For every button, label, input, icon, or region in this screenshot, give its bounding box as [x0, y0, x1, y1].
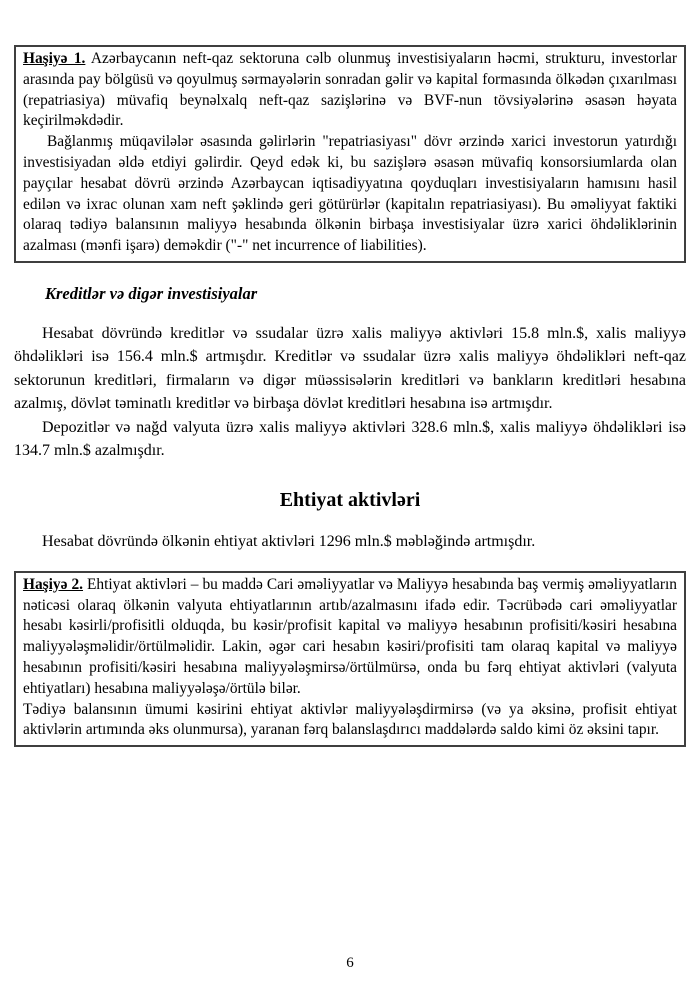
note-box-1-paragraph-2: Bağlanmış müqavilələr əsasında gəlirlərin "repatriasiyası" dövr ərzində xarici investorun yatırdığı investisiyadan əldə etdiyi gəlirdir. Qeyd edək ki, bu sazişlərə əsasən müvafiq konsorsiumlarda olan payçılar hesabat dövrü ərzində Azərbaycan iqtisadiyyatına qoyduqları investisiyaların hamısını hasil edilən və ixrac olunan xam neft şəklində geri götürürlər (kapitalın repatriasiyası). Bu əməliyyat faktiki olaraq tədiyə balansının maliyyə hesabında ölkənin birbaşa investisiyalar üzrə xarici öhdəliklərinin azalması (mənfi işarə) deməkdir ("-" net incurrence of liabilities).: [23, 133, 677, 255]
note-box-2-paragraph-1: [23, 575, 677, 700]
credits-section-heading: Kreditlər və digər investisiyalar: [45, 283, 258, 303]
note-box-1-label: Haşiyə 1.: [23, 50, 86, 67]
credits-paragraph-1: Hesabat dövründə kreditlər və ssudalar üzrə xalis maliyyə aktivləri 15.8 mln.$, xalis maliyyə öhdəlikləri isə 156.4 mln.$ artmışdır. Kreditlər və ssudalar üzrə xalis maliyyə öhdəlikləri neft-qaz sektorunun kreditləri, firmaların və digər müəssisələrin kreditləri və bankların kreditləri hesabına azalmış, dövlət təminatlı kreditlər və birbaşa dövlət kreditləri hesabına isə artmışdır.: [14, 324, 686, 413]
reserves-section-heading: Ehtiyat aktivləri: [279, 489, 421, 512]
note-box-2-paragraph-1-text: Ehtiyat aktivləri – bu maddə Cari əməliyyatlar və Maliyyə hesabında baş vermiş əməliyyatların nəticəsi olaraq ölkənin valyuta ehtiyatlarının artıb/azalmasını ifadə edir. Təcrübədə cari əməliyyatlar hesabı kəsirli/profisitli olduqda, bu kəsir/profisit kapital və maliyyə hesabının profisiti/kəsiri hesabına maliyyələşməlidir/örtülməlidir. Lakin, əgər cari hesabın kəsiri/profisiti tam olaraq kapital və maliyyə hesabının profisiti/kəsiri hesabına maliyyələşmirsə/örtülmürsə, onda bu fərq ehtiyat aktivləri (valyuta ehtiyatları) hesabına maliyyələşə/örtülə bilər.: [23, 575, 677, 697]
note-box-1-paragraph-1-text: Azərbaycanın neft-qaz sektoruna cəlb olunmuş investisiyaların həcmi, strukturu, investorlar arasında pay bölgüsü və qoyulmuş sərmayələrin sonradan gəlir və kapital formasında ölkədən çıxarılması (repatriasiya) müvafiq beynəlxalq neft-qaz sazişlərinə və BVF-nun tövsiyələrinə əsasən həyata keçirilməkdədir.: [23, 50, 677, 130]
note-box-1-paragraph-1: [23, 49, 677, 132]
note-box-2-label: Haşiyə 2.: [23, 575, 84, 593]
note-box-2: [14, 571, 686, 747]
credits-paragraph-2: Depozitlər və nağd valyuta üzrə xalis maliyyə aktivləri 328.6 mln.$, xalis maliyyə öhdəlikləri isə 134.7 mln.$ azalmışdır.: [14, 418, 686, 459]
note-box-2-paragraph-2: Tədiyə balansının ümumi kəsirini ehtiyat aktivlər maliyyələşdirmirsə (və ya əksinə, profisit ehtiyat aktivlərin artımında əks olunmursa), yaranan fərq balanslaşdırıcı maddələrdə saldo kimi öz əksini tapır.: [23, 700, 677, 739]
note-box-1: [14, 45, 686, 263]
reserves-paragraph-1: Hesabat dövründə ölkənin ehtiyat aktivləri 1296 mln.$ məbləğində artmışdır.: [42, 533, 536, 551]
page-number: 6: [346, 955, 354, 971]
